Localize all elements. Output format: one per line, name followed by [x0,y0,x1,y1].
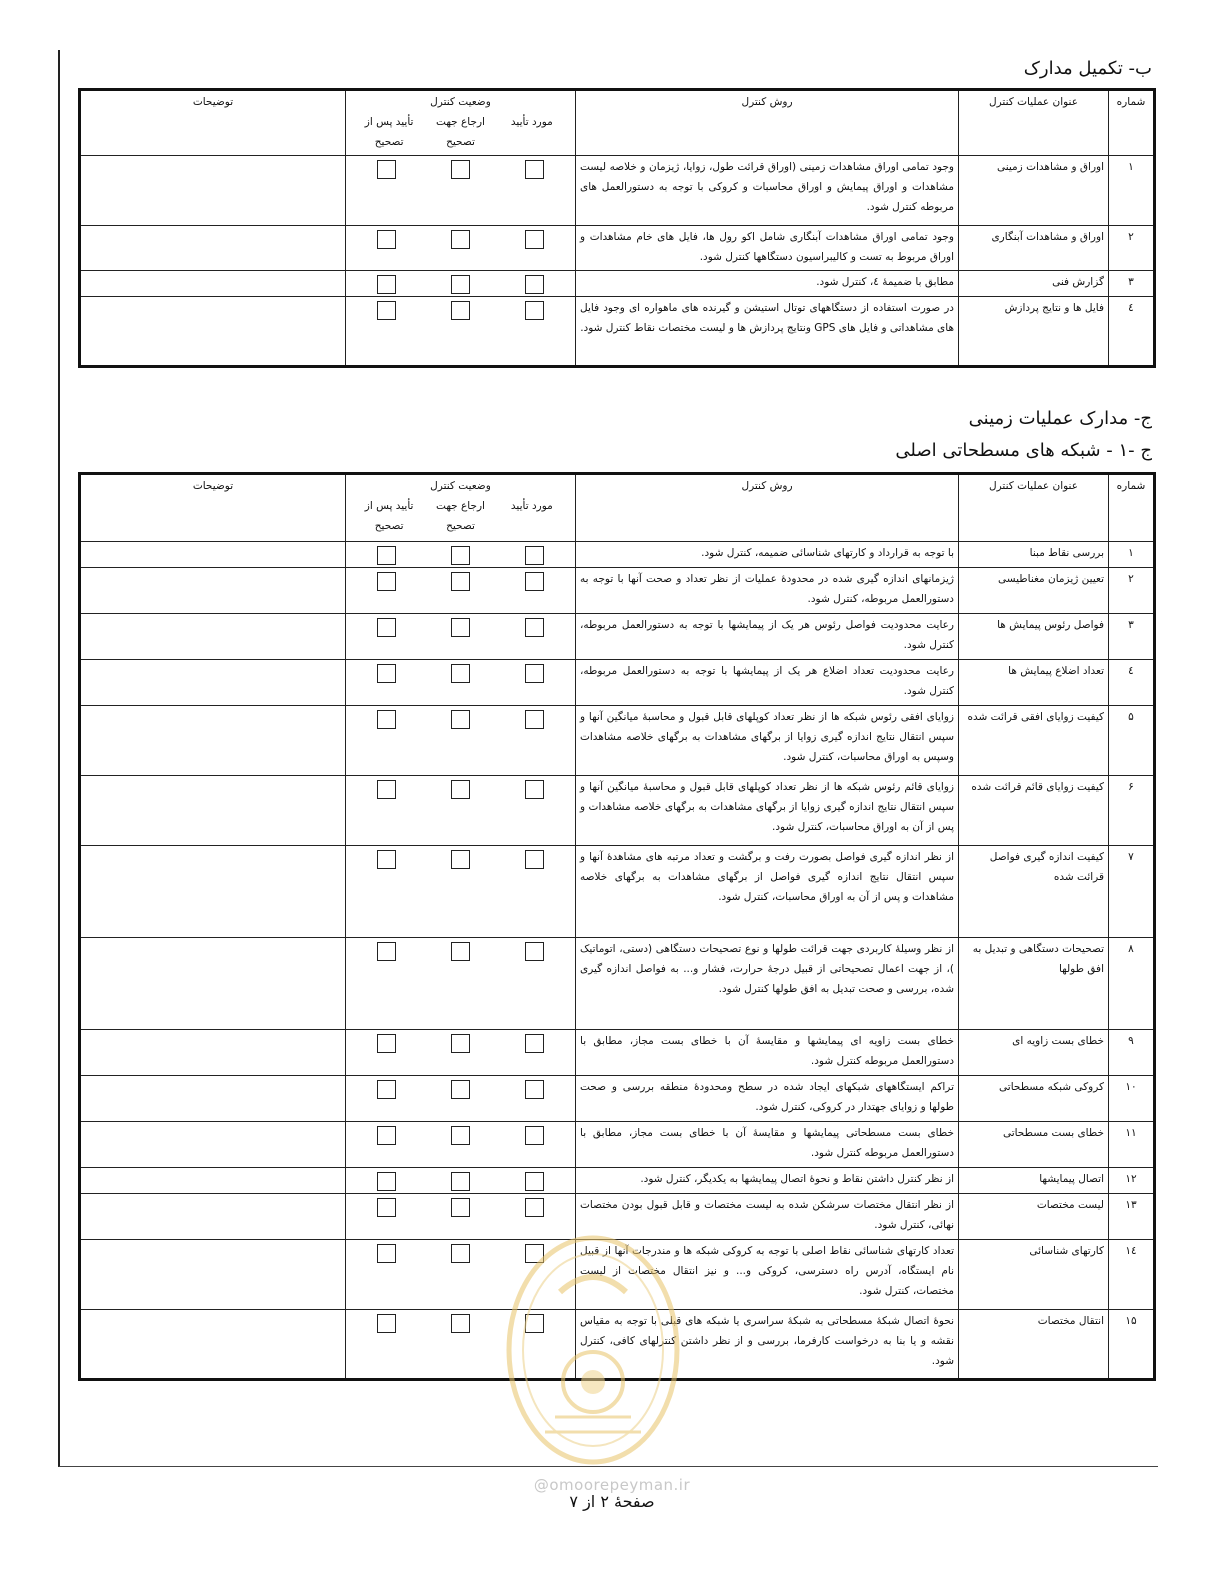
col-number: شماره [1109,474,1155,542]
row-number: ۱۰ [1109,1076,1155,1122]
status-after-checkbox[interactable] [377,1314,396,1333]
table-row [80,156,1155,226]
row-number: ۱ [1109,156,1155,226]
table-row [80,1030,1155,1076]
status-after-checkbox[interactable] [377,1126,396,1145]
row-notes-field[interactable] [80,226,346,271]
row-method: رعایت محدودیت تعداد اضلاع هر یک از پیمایشها با توجه به دستورالعمل مربوطه، کنترل شود. [576,660,959,706]
row-number: ۱ [1109,542,1155,568]
col-notes: توضیحات [80,90,346,156]
row-method: خطای بست زاویه ای پیمایشها و مقایسهٔ آن با خطای بست مجاز، مطابق با دستورالعمل مربوطه کنترل شود. [576,1030,959,1076]
row-notes-field[interactable] [80,542,346,568]
col-title: عنوان عملیات کنترل [959,474,1109,542]
row-notes-field[interactable] [80,776,346,846]
row-method: تعداد کارتهای شناسائی نقاط اصلی با توجه به کروکی شبکه ها و مندرجات آنها از قبیل نام ایستگاه، آدرس راه دسترسی، کروکی و... و نیز انتقال مختصات از لیست مختصات، کنترل شود. [576,1240,959,1310]
status-return-checkbox[interactable] [451,664,470,683]
row-title: کیفیت زوایای افقی قرائت شده [959,706,1109,776]
status-after-checkbox[interactable] [377,850,396,869]
row-method: رعایت محدودیت فواصل رئوس هر یک از پیمایشها با توجه به دستورالعمل مربوطه، کنترل شود. [576,614,959,660]
row-status [346,1168,576,1194]
row-notes-field[interactable] [80,1310,346,1380]
status-after-checkbox[interactable] [377,1172,396,1191]
row-method: مطابق با ضمیمهٔ ٤، کنترل شود. [576,270,959,296]
status-after-label: تأیید پس از تصحیح [364,499,414,532]
status-after-checkbox[interactable] [377,1034,396,1053]
row-number: ۷ [1109,846,1155,938]
row-number: ۱۳ [1109,1194,1155,1240]
table-row [80,270,1155,296]
row-status [346,1030,576,1076]
status-after-label: تأیید پس از تصحیح [364,115,414,148]
status-ok-checkbox[interactable] [525,230,544,249]
status-after-checkbox[interactable] [377,301,396,320]
status-after-checkbox[interactable] [377,942,396,961]
row-title: خطای بست زاویه ای [959,1030,1109,1076]
row-notes-field[interactable] [80,270,346,296]
row-method: تراکم ایستگاههای شبکهای ایجاد شده در سطح ومحدودهٔ منطقه بررسی و صحت طولها و زوایای جهتدار در کروکی، کنترل شود. [576,1076,959,1122]
row-status [346,1122,576,1168]
status-return-checkbox[interactable] [451,1126,470,1145]
row-number: ۸ [1109,938,1155,1030]
status-return-checkbox[interactable] [451,1172,470,1191]
row-number: ۱۲ [1109,1168,1155,1194]
status-ok-checkbox[interactable] [525,942,544,961]
status-after-checkbox[interactable] [377,230,396,249]
status-return-label: ارجاع جهت تصحیح [436,499,485,532]
status-return-checkbox[interactable] [451,301,470,320]
row-title: اوراق و مشاهدات آبنگاری [959,226,1109,271]
row-notes-field[interactable] [80,1168,346,1194]
row-status [346,1076,576,1122]
status-ok-checkbox[interactable] [525,1172,544,1191]
row-number: ۳ [1109,270,1155,296]
row-notes-field[interactable] [80,938,346,1030]
status-after-checkbox[interactable] [377,780,396,799]
row-method: از نظر وسیلهٔ کاربردی جهت قرائت طولها و نوع تصحیحات دستگاهی (دستی، اتوماتیک )، از جهت اعمال تصحیحاتی از قبیل درجهٔ حرارت، فشار و... به فواصل اندازه گیری شده، بررسی و صحت تبدیل به افق طولها کنترل شود. [576,938,959,1030]
status-return-checkbox[interactable] [451,850,470,869]
status-after-checkbox[interactable] [377,710,396,729]
row-notes-field[interactable] [80,660,346,706]
status-return-checkbox[interactable] [451,275,470,294]
row-title: تعداد اضلاع پیمایش ها [959,660,1109,706]
row-title: گزارش فنی [959,270,1109,296]
status-return-checkbox[interactable] [451,1034,470,1053]
row-method: نحوهٔ اتصال شبکهٔ مسطحاتی به شبکهٔ سراسری یا شبکه های قبلی با توجه به مقیاس نقشه و یا بنا به درخواست کارفرما، بررسی و از نظر داشتن کنترلهای کافی، کنترل شود. [576,1310,959,1380]
row-number: ۲ [1109,568,1155,614]
status-ok-checkbox[interactable] [525,275,544,294]
row-status [346,776,576,846]
status-ok-checkbox[interactable] [525,1034,544,1053]
col-status [346,474,576,542]
table-row [80,776,1155,846]
row-title: اتصال پیمایشها [959,1168,1109,1194]
row-title: کارتهای شناسائی [959,1240,1109,1310]
col-method: روش کنترل [576,474,959,542]
row-method: خطای بست مسطحاتی پیمایشها و مقایسهٔ آن با خطای بست مجاز، مطابق با دستورالعمل مربوطه کنترل شود. [576,1122,959,1168]
row-number: ۱۱ [1109,1122,1155,1168]
status-after-checkbox[interactable] [377,546,396,565]
row-title: تصحیحات دستگاهی و تبدیل به افق طولها [959,938,1109,1030]
status-return-checkbox[interactable] [451,1198,470,1217]
status-after-checkbox[interactable] [377,1198,396,1217]
row-title: خطای بست مسطحاتی [959,1122,1109,1168]
status-ok-checkbox[interactable] [525,780,544,799]
row-status [346,226,576,271]
status-ok-checkbox[interactable] [525,301,544,320]
status-return-checkbox[interactable] [451,1314,470,1333]
table-row [80,660,1155,706]
col-status [346,90,576,156]
row-number: ۶ [1109,776,1155,846]
table-row [80,226,1155,271]
status-ok-label: مورد تأیید [510,115,553,128]
status-return-checkbox[interactable] [451,780,470,799]
table-row [80,846,1155,938]
row-status [346,938,576,1030]
row-notes-field[interactable] [80,296,346,366]
row-title: کیفیت اندازه گیری فواصل قرائت شده [959,846,1109,938]
row-notes-field[interactable] [80,1076,346,1122]
status-ok-checkbox[interactable] [525,664,544,683]
row-number: ۲ [1109,226,1155,271]
table-row [80,938,1155,1030]
status-return-checkbox[interactable] [451,942,470,961]
table-row [80,296,1155,366]
row-method: در صورت استفاده از دستگاههای توتال استیشن و گیرنده های ماهواره ای وجود فایل های مشاهداتی و فایل های GPS ونتایج پردازش ها و لیست مختصات نقاط کنترل شود. [576,296,959,366]
status-return-checkbox[interactable] [451,618,470,637]
status-ok-checkbox[interactable] [525,710,544,729]
status-after-checkbox[interactable] [377,1080,396,1099]
status-after-checkbox[interactable] [377,160,396,179]
row-method: وجود تمامی اوراق مشاهدات زمینی (اوراق قرائت طول، زوایا، ژیزمان و خلاصه لیست مشاهدات و اوراق پیمایش و اوراق محاسبات و کروکی با توجه به دستورالعمل های مربوطه کنترل شود. [576,156,959,226]
status-return-checkbox[interactable] [451,710,470,729]
documents-completion-table [78,88,1156,368]
row-title: انتقال مختصات [959,1310,1109,1380]
status-after-checkbox[interactable] [377,572,396,591]
status-after-checkbox[interactable] [377,1244,396,1263]
status-ok-checkbox[interactable] [525,850,544,869]
section-b-title: ب- تکمیل مدارک [1023,58,1152,79]
status-after-checkbox[interactable] [377,618,396,637]
watermark-url: @omoorepeyman.ir [533,1476,691,1494]
row-method: ژیزمانهای اندازه گیری شده در محدودهٔ عملیات از نظر تعداد و صحت آنها با توجه به دستورالعمل مربوطه، کنترل شود. [576,568,959,614]
row-title: فواصل رئوس پیمایش ها [959,614,1109,660]
status-ok-label: مورد تأیید [510,499,553,512]
status-after-checkbox[interactable] [377,664,396,683]
row-title: بررسی نقاط مبنا [959,542,1109,568]
table-row [80,1168,1155,1194]
status-ok-checkbox[interactable] [525,160,544,179]
row-number: ۱٤ [1109,1240,1155,1310]
page-number: صفحهٔ ۲ از ۷ [569,1492,655,1511]
row-title: اوراق و مشاهدات زمینی [959,156,1109,226]
status-return-label: ارجاع جهت تصحیح [436,115,485,148]
table-row [80,706,1155,776]
row-number: ٤ [1109,296,1155,366]
col-title: عنوان عملیات کنترل [959,90,1109,156]
row-notes-field[interactable] [80,1122,346,1168]
status-return-checkbox[interactable] [451,572,470,591]
row-notes-field[interactable] [80,1240,346,1310]
row-notes-field[interactable] [80,568,346,614]
table-row [80,542,1155,568]
row-status [346,706,576,776]
row-method: وجود تمامی اوراق مشاهدات آبنگاری شامل اکو رول ها، فایل های خام مشاهدات و اوراق مربوط به تست و کالیبراسیون دستگاهها کنترل شود. [576,226,959,271]
row-status [346,660,576,706]
row-status [346,296,576,366]
row-notes-field[interactable] [80,156,346,226]
status-return-checkbox[interactable] [451,1244,470,1263]
status-ok-checkbox[interactable] [525,1080,544,1099]
row-method: زوایای افقی رئوس شبکه ها از نظر تعداد کوپلهای قابل قبول و محاسبهٔ میانگین آنها و سپس انتقال نتایج اندازه گیری زوایا از برگهای مشاهدات به برگهای خلاصه مشاهدات وسپس به اوراق محاسبات، کنترل شود. [576,706,959,776]
row-number: ۱۵ [1109,1310,1155,1380]
status-ok-checkbox[interactable] [525,1198,544,1217]
row-title: فایل ها و نتایج پردازش [959,296,1109,366]
row-method: زوایای قائم رئوس شبکه ها از نظر تعداد کوپلهای قابل قبول و محاسبهٔ میانگین آنها و سپس انتقال نتایج اندازه گیری زوایا از برگهای مشاهدات به برگهای خلاصه مشاهدات و پس از آن به اوراق محاسبات، کنترل شود. [576,776,959,846]
status-header: وضعیت کنترل [430,480,491,492]
row-number: ۵ [1109,706,1155,776]
row-method: با توجه به قرارداد و کارتهای شناسائی ضمیمه، کنترل شود. [576,542,959,568]
row-notes-field[interactable] [80,1194,346,1240]
row-method: از نظر اندازه گیری فواصل بصورت رفت و برگشت و تعداد مرتبه های مشاهدهٔ آنها و سپس انتقال نتایج اندازه گیری فواصل از برگهای مشاهدات به برگهای خلاصه مشاهدات و پس از آن به اوراق محاسبات، کنترل شود. [576,846,959,938]
row-status [346,156,576,226]
row-notes-field[interactable] [80,706,346,776]
row-number: ٤ [1109,660,1155,706]
status-ok-checkbox[interactable] [525,618,544,637]
table-row [80,568,1155,614]
row-number: ۹ [1109,1030,1155,1076]
section-c-subtitle: ج -۱ - شبکه های مسطحاتی اصلی [895,440,1152,461]
col-notes: توضیحات [80,474,346,542]
row-title: کیفیت زوایای قائم قرائت شده [959,776,1109,846]
row-number: ۳ [1109,614,1155,660]
row-method: از نظر انتقال مختصات سرشکن شده به لیست مختصات و قابل قبول بودن مختصات نهائی، کنترل شود. [576,1194,959,1240]
status-after-checkbox[interactable] [377,275,396,294]
table-row [80,614,1155,660]
row-status [346,270,576,296]
row-notes-field[interactable] [80,1030,346,1076]
table-row [80,1122,1155,1168]
row-title: لیست مختصات [959,1194,1109,1240]
status-ok-checkbox[interactable] [525,1126,544,1145]
status-return-checkbox[interactable] [451,160,470,179]
row-method: از نظر کنترل داشتن نقاط و نحوهٔ اتصال پیمایشها به یکدیگر، کنترل شود. [576,1168,959,1194]
section-c-title: ج- مدارک عملیات زمینی [968,408,1152,429]
status-return-checkbox[interactable] [451,1080,470,1099]
row-status [346,542,576,568]
col-method: روش کنترل [576,90,959,156]
col-number: شماره [1109,90,1155,156]
status-return-checkbox[interactable] [451,230,470,249]
row-status [346,614,576,660]
row-notes-field[interactable] [80,614,346,660]
table-row [80,1076,1155,1122]
status-header: وضعیت کنترل [430,96,491,108]
seal-watermark-icon [505,1232,681,1468]
row-status [346,568,576,614]
row-notes-field[interactable] [80,846,346,938]
status-ok-checkbox[interactable] [525,546,544,565]
row-title: کروکی شبکه مسطحاتی [959,1076,1109,1122]
row-title: تعیین ژیزمان مغناطیسی [959,568,1109,614]
status-ok-checkbox[interactable] [525,572,544,591]
row-status [346,846,576,938]
status-return-checkbox[interactable] [451,546,470,565]
